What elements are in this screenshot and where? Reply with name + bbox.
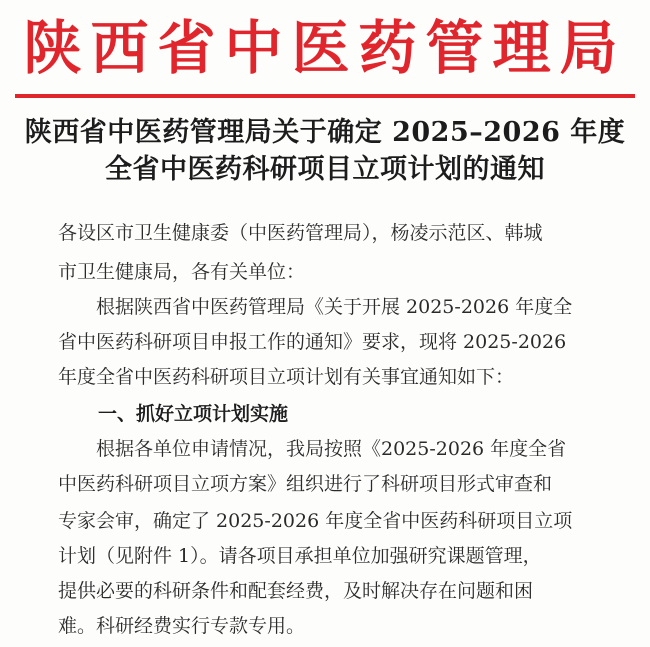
intro-paragraph-line-3: 年度全省中医药科研项目立项计划有关事宜通知如下： — [58, 366, 515, 388]
section1-line-2: 中医药科研项目立项方案》组织进行了科研项目形式审查和 — [58, 473, 553, 495]
section1-line-1: 根据各单位申请情况，我局按照《2025-2026 年度全省 — [58, 438, 567, 460]
section1-line-5: 提供必要的科研条件和配套经费，及时解决存在问题和困 — [58, 580, 534, 602]
masthead-title: 陕西省中医药管理局 — [23, 14, 627, 82]
section1-line-4: 计划（见附件 1）。请各项目承担单位加强研究课题管理， — [58, 545, 542, 567]
intro-paragraph-line-1: 根据陕西省中医药管理局《关于开展 2025-2026 年度全 — [58, 296, 573, 318]
intro-paragraph-line-2: 省中医药科研项目申报工作的通知》要求，现将 2025-2026 — [58, 331, 567, 353]
section1-line-3: 专家会审，确定了 2025-2026 年度全省中医药科研项目立项 — [58, 510, 573, 532]
section-heading-1: 一、抓好立项计划实施 — [98, 403, 289, 425]
notice-title-line-2: 全省中医药科研项目立项计划的通知 — [105, 154, 545, 185]
addressee-line-2: 市卫生健康局，各有关单位： — [58, 261, 306, 283]
addressee-line-1: 各设区市卫生健康委（中医药管理局），杨凌示范区、韩城 — [58, 222, 543, 244]
notice-title-line-1: 陕西省中医药管理局关于确定 2025–2026 年度 — [24, 117, 626, 148]
masthead-red-rule — [15, 94, 635, 98]
section1-line-6: 难。科研经费实行专款专用。 — [58, 615, 306, 637]
